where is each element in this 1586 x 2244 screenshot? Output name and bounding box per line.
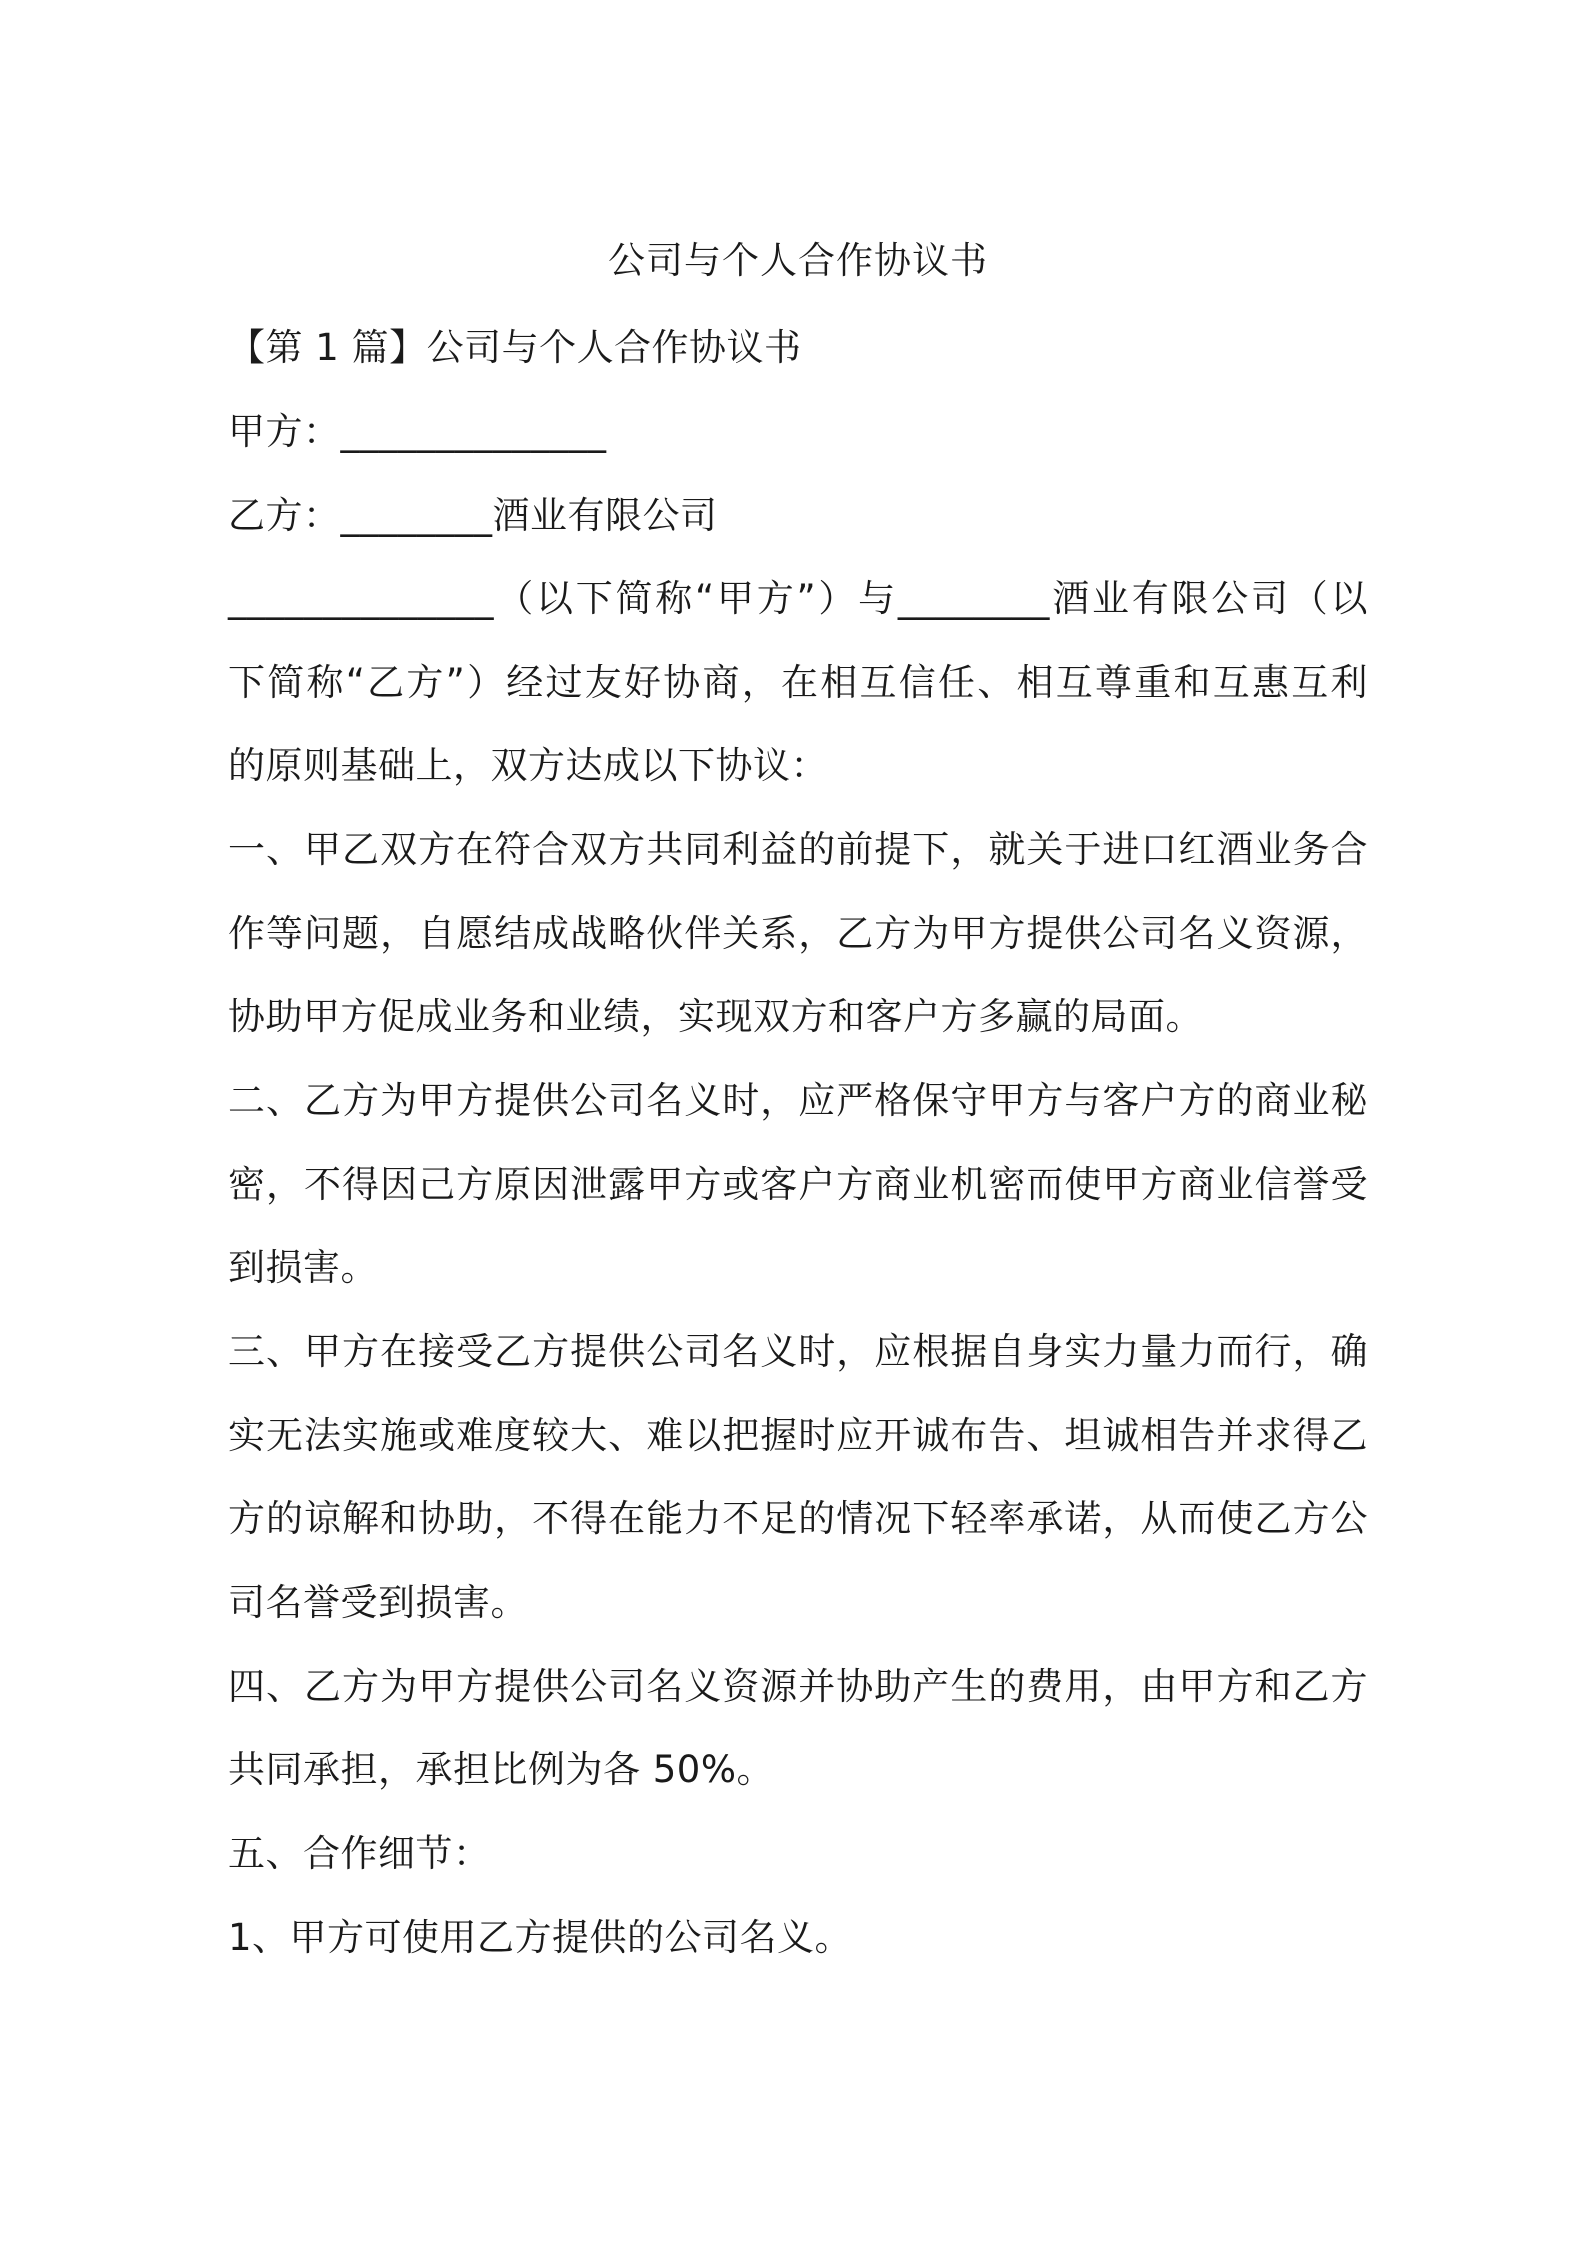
paragraph-line: 二、乙方为甲方提供公司名义时，应严格保守甲方与客户方的商业秘 xyxy=(228,1079,1368,1122)
paragraph-line: 下简称“乙方”）经过友好协商，在相互信任、相互尊重和互惠互利 xyxy=(228,661,1368,704)
paragraph-line: ______________（以下简称“甲方”）与________酒业有限公司（以 xyxy=(228,577,1368,620)
section-heading: 【第 1 篇】公司与个人合作协议书 xyxy=(228,326,802,369)
paragraph-line: 作等问题，自愿结成战略伙伴关系，乙方为甲方提供公司名义资源， xyxy=(228,912,1368,955)
paragraph-line: 一、甲乙双方在符合双方共同利益的前提下，就关于进口红酒业务合 xyxy=(228,828,1368,871)
paragraph-line: 密，不得因己方原因泄露甲方或客户方商业机密而使甲方商业信誉受 xyxy=(228,1163,1368,1206)
paragraph-line: 到损害。 xyxy=(228,1246,378,1289)
paragraph-line: 四、乙方为甲方提供公司名义资源并协助产生的费用，由甲方和乙方 xyxy=(228,1665,1368,1708)
document-page xyxy=(228,0,1368,2244)
paragraph-line: 实无法实施或难度较大、难以把握时应开诚布告、坦诚相告并求得乙 xyxy=(228,1414,1368,1457)
paragraph-line: 1、甲方可使用乙方提供的公司名义。 xyxy=(228,1916,853,1959)
paragraph-line: 方的谅解和协助，不得在能力不足的情况下轻率承诺，从而使乙方公 xyxy=(228,1497,1368,1540)
paragraph-line: 三、甲方在接受乙方提供公司名义时，应根据自身实力量力而行，确 xyxy=(228,1330,1368,1373)
paragraph-line: 协助甲方促成业务和业绩，实现双方和客户方多赢的局面。 xyxy=(228,995,1203,1038)
document-title: 公司与个人合作协议书 xyxy=(608,239,988,282)
party-b-line: 乙方：________酒业有限公司 xyxy=(228,494,718,537)
paragraph-line: 五、合作细节： xyxy=(228,1832,491,1875)
paragraph-line: 共同承担，承担比例为各 50%。 xyxy=(228,1748,774,1791)
paragraph-line: 司名誉受到损害。 xyxy=(228,1581,528,1624)
paragraph-line: 的原则基础上，双方达成以下协议： xyxy=(228,744,828,787)
party-a-line: 甲方：______________ xyxy=(228,410,607,453)
